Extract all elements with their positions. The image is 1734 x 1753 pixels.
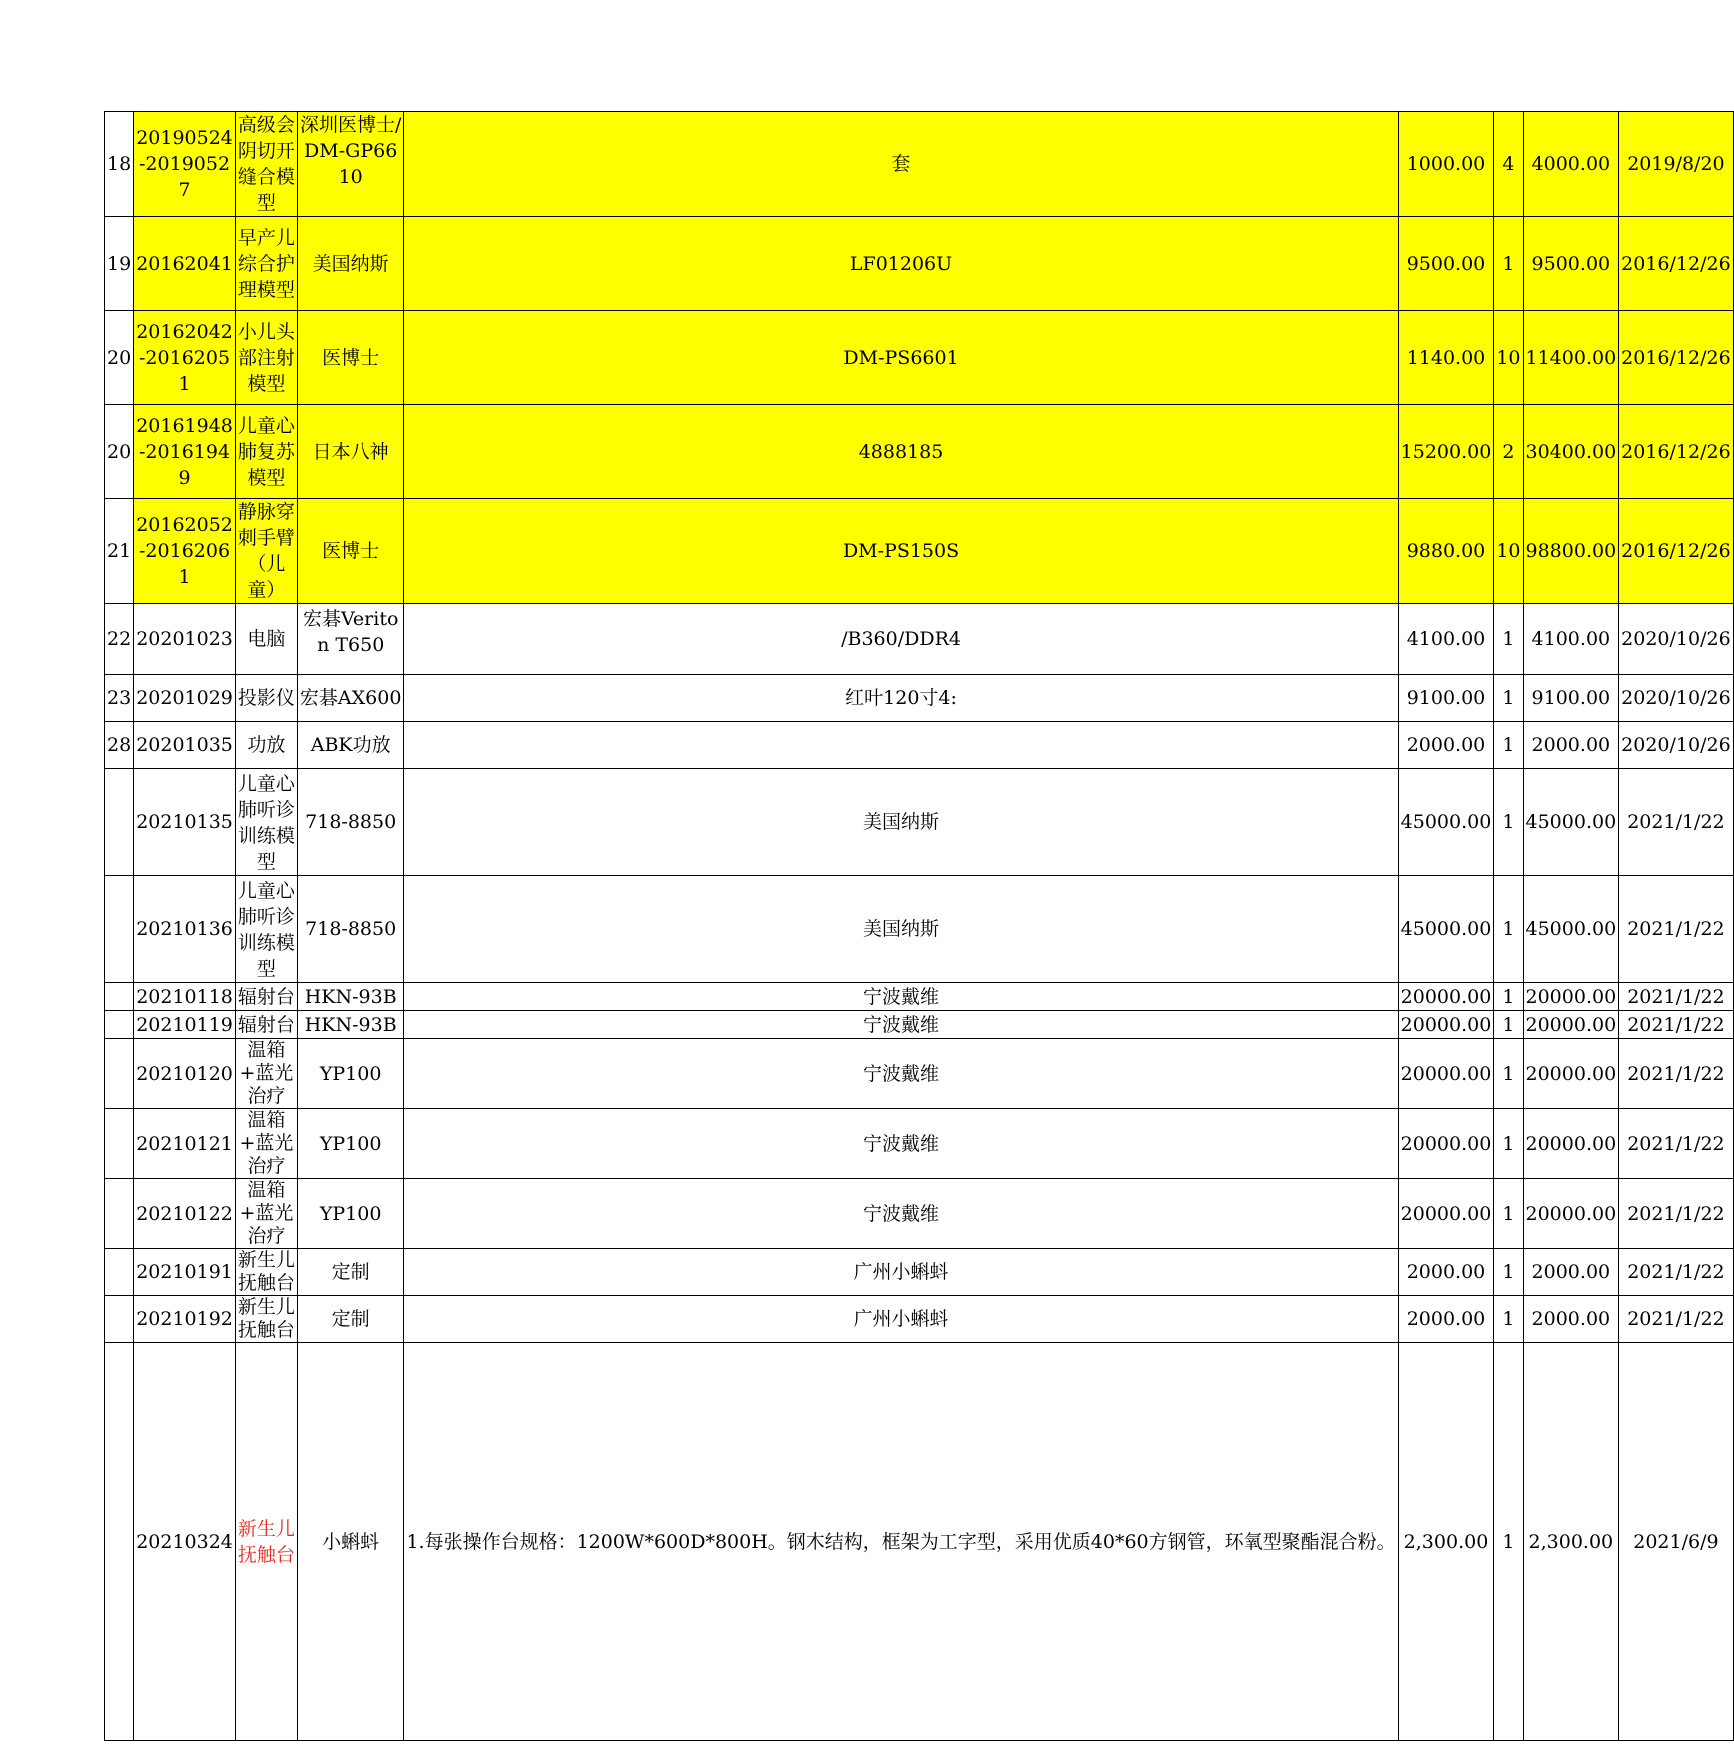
purchase-date: 2021/6/9 (1619, 1343, 1734, 1741)
unit-price: 2000.00 (1398, 1296, 1494, 1343)
total-amount: 30400.00 (1523, 405, 1619, 499)
unit-price: 2,300.00 (1398, 1343, 1494, 1741)
asset-spec: 广州小蝌蚪 (404, 1249, 1398, 1296)
row-index (105, 1039, 134, 1109)
asset-code: 20201023 (134, 604, 236, 675)
asset-spec: 美国纳斯 (404, 876, 1398, 983)
row-index (105, 769, 134, 876)
asset-table (104, 111, 1734, 1741)
table-row (105, 1109, 1734, 1179)
asset-brand: HKN-93B (297, 983, 404, 1011)
table-row (105, 722, 1734, 769)
purchase-date: 2021/1/22 (1619, 1296, 1734, 1343)
asset-brand: 定制 (297, 1296, 404, 1343)
asset-brand: 日本八神 (297, 405, 404, 499)
quantity: 1 (1494, 1039, 1523, 1109)
unit-price: 20000.00 (1398, 1011, 1494, 1039)
asset-brand: HKN-93B (297, 1011, 404, 1039)
asset-code: 20162052-20162061 (134, 499, 236, 604)
asset-spec: DM-PS150S (404, 499, 1398, 604)
table-row (105, 1011, 1734, 1039)
quantity: 4 (1494, 112, 1523, 217)
asset-brand: 医博士 (297, 311, 404, 405)
row-index: 22 (105, 604, 134, 675)
asset-name: 温箱+蓝光治疗 (235, 1039, 297, 1109)
total-amount: 98800.00 (1523, 499, 1619, 604)
row-index: 20 (105, 311, 134, 405)
purchase-date: 2021/1/22 (1619, 983, 1734, 1011)
asset-spec: 1.每张操作台规格：1200W*600D*800H。钢木结构，框架为工字型，采用优质40*60方钢管，环氧型聚酯混合粉。 (404, 1343, 1398, 1741)
asset-code: 20162042-20162051 (134, 311, 236, 405)
quantity: 2 (1494, 405, 1523, 499)
unit-price: 2000.00 (1398, 722, 1494, 769)
unit-price: 20000.00 (1398, 1109, 1494, 1179)
purchase-date: 2021/1/22 (1619, 1179, 1734, 1249)
table-row (105, 217, 1734, 311)
unit-price: 20000.00 (1398, 1179, 1494, 1249)
total-amount: 45000.00 (1523, 876, 1619, 983)
asset-brand: 医博士 (297, 499, 404, 604)
total-amount: 4000.00 (1523, 112, 1619, 217)
unit-price: 2000.00 (1398, 1249, 1494, 1296)
purchase-date: 2021/1/22 (1619, 769, 1734, 876)
purchase-date: 2021/1/22 (1619, 876, 1734, 983)
row-index (105, 1109, 134, 1179)
asset-code: 20210135 (134, 769, 236, 876)
asset-brand: YP100 (297, 1179, 404, 1249)
total-amount: 2000.00 (1523, 722, 1619, 769)
asset-brand: YP100 (297, 1039, 404, 1109)
row-index: 19 (105, 217, 134, 311)
asset-spec: 4888185 (404, 405, 1398, 499)
table-row (105, 1179, 1734, 1249)
asset-name: 温箱+蓝光治疗 (235, 1179, 297, 1249)
unit-price: 20000.00 (1398, 1039, 1494, 1109)
row-index: 21 (105, 499, 134, 604)
asset-brand: 深圳医博士/DM-GP6610 (297, 112, 404, 217)
asset-name: 电脑 (235, 604, 297, 675)
row-index: 18 (105, 112, 134, 217)
total-amount: 4100.00 (1523, 604, 1619, 675)
asset-spec: 红叶120寸4: (404, 675, 1398, 722)
table-row (105, 1039, 1734, 1109)
asset-spec: 宁波戴维 (404, 1039, 1398, 1109)
asset-name: 温箱+蓝光治疗 (235, 1109, 297, 1179)
quantity: 10 (1494, 499, 1523, 604)
purchase-date: 2016/12/26 (1619, 405, 1734, 499)
purchase-date: 2020/10/26 (1619, 675, 1734, 722)
asset-code: 20210121 (134, 1109, 236, 1179)
total-amount: 20000.00 (1523, 1039, 1619, 1109)
asset-code: 20210191 (134, 1249, 236, 1296)
asset-code: 20190524-20190527 (134, 112, 236, 217)
unit-price: 15200.00 (1398, 405, 1494, 499)
asset-brand: 小蝌蚪 (297, 1343, 404, 1741)
quantity: 1 (1494, 876, 1523, 983)
asset-name: 新生儿抚触台 (235, 1343, 297, 1741)
row-index (105, 1179, 134, 1249)
asset-name: 儿童心肺听诊训练模型 (235, 769, 297, 876)
asset-name: 高级会阴切开缝合模型 (235, 112, 297, 217)
asset-spec: 美国纳斯 (404, 769, 1398, 876)
total-amount: 20000.00 (1523, 1109, 1619, 1179)
asset-code: 20162041 (134, 217, 236, 311)
asset-spec: 宁波戴维 (404, 1109, 1398, 1179)
quantity: 1 (1494, 1343, 1523, 1741)
row-index (105, 1249, 134, 1296)
purchase-date: 2016/12/26 (1619, 217, 1734, 311)
unit-price: 1140.00 (1398, 311, 1494, 405)
asset-name: 静脉穿刺手臂（儿童） (235, 499, 297, 604)
quantity: 1 (1494, 769, 1523, 876)
purchase-date: 2016/12/26 (1619, 311, 1734, 405)
total-amount: 11400.00 (1523, 311, 1619, 405)
asset-code: 20210122 (134, 1179, 236, 1249)
total-amount: 9100.00 (1523, 675, 1619, 722)
asset-brand: 定制 (297, 1249, 404, 1296)
asset-name: 早产儿综合护理模型 (235, 217, 297, 311)
purchase-date: 2019/8/20 (1619, 112, 1734, 217)
unit-price: 9100.00 (1398, 675, 1494, 722)
total-amount: 9500.00 (1523, 217, 1619, 311)
table-row (105, 499, 1734, 604)
asset-spec: 广州小蝌蚪 (404, 1296, 1398, 1343)
total-amount: 2000.00 (1523, 1249, 1619, 1296)
asset-spec: DM-PS6601 (404, 311, 1398, 405)
total-amount: 20000.00 (1523, 1179, 1619, 1249)
unit-price: 9880.00 (1398, 499, 1494, 604)
purchase-date: 2016/12/26 (1619, 499, 1734, 604)
asset-spec: 宁波戴维 (404, 983, 1398, 1011)
asset-spec (404, 722, 1398, 769)
table-row (105, 112, 1734, 217)
asset-code: 20210119 (134, 1011, 236, 1039)
total-amount: 20000.00 (1523, 983, 1619, 1011)
purchase-date: 2021/1/22 (1619, 1109, 1734, 1179)
asset-brand: 718-8850 (297, 769, 404, 876)
unit-price: 4100.00 (1398, 604, 1494, 675)
purchase-date: 2020/10/26 (1619, 604, 1734, 675)
asset-name: 儿童心肺听诊训练模型 (235, 876, 297, 983)
unit-price: 9500.00 (1398, 217, 1494, 311)
asset-brand: 宏碁Veriton T650 (297, 604, 404, 675)
row-index (105, 1011, 134, 1039)
total-amount: 45000.00 (1523, 769, 1619, 876)
table-row (105, 876, 1734, 983)
table-row (105, 405, 1734, 499)
asset-code: 20161948-20161949 (134, 405, 236, 499)
asset-code: 20201035 (134, 722, 236, 769)
asset-name: 辐射台 (235, 983, 297, 1011)
asset-brand: 718-8850 (297, 876, 404, 983)
table-row (105, 1343, 1734, 1741)
quantity: 1 (1494, 675, 1523, 722)
row-index: 20 (105, 405, 134, 499)
table-row (105, 983, 1734, 1011)
asset-spec: 宁波戴维 (404, 1179, 1398, 1249)
asset-spec: LF01206U (404, 217, 1398, 311)
quantity: 1 (1494, 722, 1523, 769)
table-row (105, 675, 1734, 722)
asset-name: 功放 (235, 722, 297, 769)
quantity: 1 (1494, 1179, 1523, 1249)
quantity: 1 (1494, 1249, 1523, 1296)
asset-code: 20210324 (134, 1343, 236, 1741)
quantity: 10 (1494, 311, 1523, 405)
quantity: 1 (1494, 604, 1523, 675)
asset-brand: 美国纳斯 (297, 217, 404, 311)
row-index (105, 983, 134, 1011)
asset-name: 儿童心肺复苏模型 (235, 405, 297, 499)
asset-brand: 宏碁AX600 (297, 675, 404, 722)
asset-code: 20210136 (134, 876, 236, 983)
asset-code: 20210120 (134, 1039, 236, 1109)
asset-brand: YP100 (297, 1109, 404, 1179)
purchase-date: 2021/1/22 (1619, 1011, 1734, 1039)
unit-price: 20000.00 (1398, 983, 1494, 1011)
row-index (105, 1343, 134, 1741)
row-index (105, 1296, 134, 1343)
purchase-date: 2021/1/22 (1619, 1249, 1734, 1296)
purchase-date: 2020/10/26 (1619, 722, 1734, 769)
unit-price: 45000.00 (1398, 876, 1494, 983)
quantity: 1 (1494, 1011, 1523, 1039)
table-row (105, 769, 1734, 876)
unit-price: 45000.00 (1398, 769, 1494, 876)
asset-brand: ABK功放 (297, 722, 404, 769)
row-index (105, 876, 134, 983)
table-row (105, 1296, 1734, 1343)
row-index: 23 (105, 675, 134, 722)
total-amount: 2,300.00 (1523, 1343, 1619, 1741)
table-row (105, 1249, 1734, 1296)
asset-code: 20210118 (134, 983, 236, 1011)
table-row (105, 604, 1734, 675)
asset-code: 20201029 (134, 675, 236, 722)
asset-name: 新生儿抚触台 (235, 1296, 297, 1343)
asset-spec: 宁波戴维 (404, 1011, 1398, 1039)
asset-spec: 套 (404, 112, 1398, 217)
purchase-date: 2021/1/22 (1619, 1039, 1734, 1109)
total-amount: 20000.00 (1523, 1011, 1619, 1039)
asset-name: 投影仪 (235, 675, 297, 722)
unit-price: 1000.00 (1398, 112, 1494, 217)
asset-name: 小儿头部注射模型 (235, 311, 297, 405)
table-row (105, 311, 1734, 405)
row-index: 28 (105, 722, 134, 769)
quantity: 1 (1494, 1296, 1523, 1343)
quantity: 1 (1494, 1109, 1523, 1179)
asset-spec: /B360/DDR4 (404, 604, 1398, 675)
total-amount: 2000.00 (1523, 1296, 1619, 1343)
asset-name: 新生儿抚触台 (235, 1249, 297, 1296)
asset-code: 20210192 (134, 1296, 236, 1343)
quantity: 1 (1494, 983, 1523, 1011)
quantity: 1 (1494, 217, 1523, 311)
asset-name: 辐射台 (235, 1011, 297, 1039)
